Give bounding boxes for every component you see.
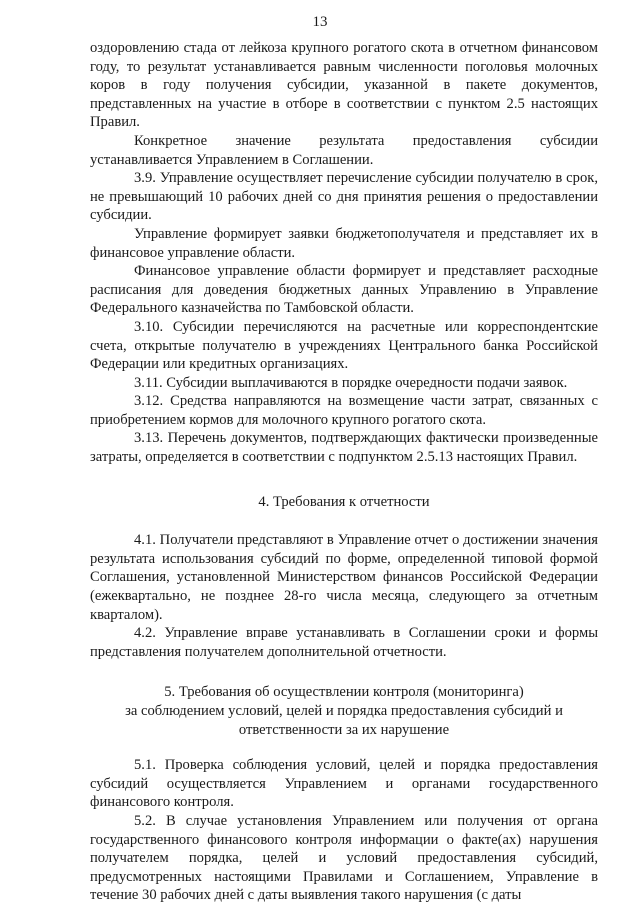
- page-number: 13: [312, 14, 328, 30]
- paragraph-budget-requests: Управление формирует заявки бюджетополучателя и представляет их в финансовое управление области.: [90, 225, 598, 261]
- paragraph-3-10: 3.10. Субсидии перечисляются на расчетные или корреспондентские счета, открытые получателю в учреждениях Центрального банка Российской Федерации или кредитных организациях.: [90, 318, 598, 373]
- document-body: [90, 39, 598, 905]
- paragraph-4-1: 4.1. Получатели представляют в Управление отчет о достижении значения результата использования субсидий по форме, определенной типовой формой Соглашения, установленной Министерством финансов Российской Федерации (ежеквартально, не позднее 28-го числа месяца, следующего за отчетным кварталом).: [90, 532, 598, 623]
- paragraph-5-1: 5.1. Проверка соблюдения условий, целей и порядка предоставления субсидий осуществляется Управлением и органами государственного финансового контроля.: [90, 757, 598, 811]
- paragraph-4-2: 4.2. Управление вправе устанавливать в Соглашении сроки и формы представления получателем дополнительной отчетности.: [90, 625, 598, 660]
- paragraph-result-value: Конкретное значение результата предоставления субсидии устанавливается Управлением в Соглашении.: [90, 132, 598, 168]
- paragraph-finance-department: Финансовое управление области формирует и представляет расходные расписания для доведения бюджетных данных Управлению в Управление Федерального казначейства по Тамбовской области.: [90, 263, 598, 317]
- section-5-heading-line: 5. Требования об осуществлении контроля (мониторинга): [164, 684, 524, 701]
- paragraph-3-13: 3.13. Перечень документов, подтверждающих фактически произведенные затраты, определяется в соответствии с подпунктом 2.5.13 настоящих Правил.: [90, 430, 598, 466]
- section-4-heading: 4. Требования к отчетности: [258, 493, 430, 510]
- paragraph-5-2: 5.2. В случае установления Управлением или получения от органа государственного финансового контроля информации о факте(ах) нарушения получателем порядка, целей и условий предоставления субсидий, предусмотренных настоящими Правилами и Соглашением, Управление в течение 30 рабочих дней с даты выявления такого нарушения (с даты: [90, 812, 598, 904]
- paragraph-continuation: оздоровлению стада от лейкоза крупного рогатого скота в отчетном финансовом году, то результат устанавливается равным численности поголовья молочных коров в году получения субсидии, указанной в пакете документов, представленных на участие в отборе в соответствии с пунктом 2.5 настоящих Правил.: [90, 40, 598, 131]
- paragraph-3-9: 3.9. Управление осуществляет перечисление субсидии получателю в срок, не превышающий 10 рабочих дней со дня принятия решения о предоставлении субсидии.: [90, 170, 598, 224]
- section-5-heading-line: ответственности за их нарушение: [238, 721, 450, 738]
- paragraph-3-12: 3.12. Средства направляются на возмещение части затрат, связанных с приобретением кормов для молочного крупного рогатого скота.: [90, 393, 598, 428]
- section-5-heading-line: за соблюдением условий, целей и порядка предоставления субсидий и: [125, 703, 563, 719]
- paragraph-3-11: 3.11. Субсидии выплачиваются в порядке очередности подачи заявок.: [134, 374, 568, 391]
- section-5-heading: [90, 683, 598, 739]
